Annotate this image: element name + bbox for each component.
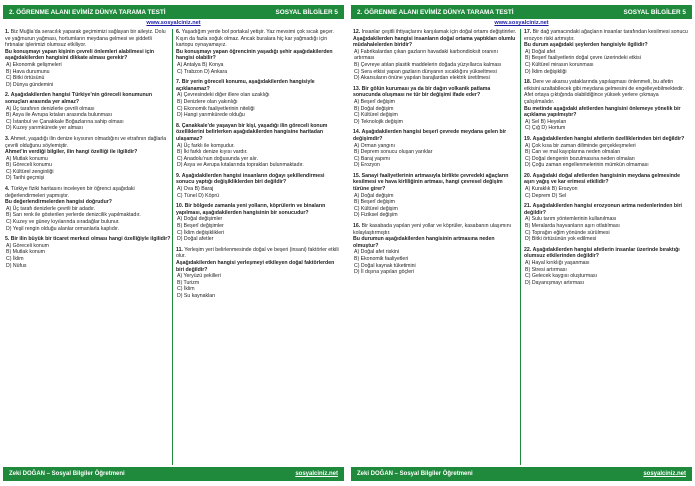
question-number: 11. [176, 246, 183, 253]
question-item [524, 247, 690, 287]
question-item [524, 173, 690, 199]
question-text: İnsanlar çeşitli ihtiyaçlarını karşılamak için doğal ortamı değiştirirler. [361, 29, 517, 35]
question-number: 7. [176, 79, 181, 86]
question-number: 8. [176, 122, 181, 129]
question-column-b [176, 29, 342, 465]
question-number: 6. [176, 29, 181, 35]
question-number: 16. [353, 223, 361, 230]
question-prompt: Aşağıdakilerden hangisi insanların doğal ortama yaptıkları olumlu müdahalelerden biridir? [353, 35, 516, 49]
answer-option[interactable]: A) Sel B) Heyelan [525, 118, 567, 125]
question-stem [524, 136, 690, 143]
question-prompt: Aşağıdakilerden hangisi yerleşmeyi etkileyen doğal faktörlerden biri değildir? [176, 260, 335, 273]
answer-option[interactable]: D) Bitki örtüsünün yok edilmesi [525, 236, 597, 243]
answer-option[interactable]: B) Stresi artırması [525, 266, 567, 273]
question-stem [524, 79, 690, 119]
answer-option[interactable]: B) İki farklı denize kıyısı vardır. [177, 149, 248, 156]
answer-option[interactable]: A) Sulu tarım yöntemlerinin kullanılması [525, 216, 617, 223]
answer-option[interactable]: B) Turizm [177, 279, 200, 286]
page-footer [351, 467, 692, 481]
answer-option[interactable]: B) Çevreye atılan plastik maddelerin doğada yüzyıllarca kalması [354, 61, 502, 68]
answer-option[interactable]: C) Kültürel mirasın korunması [525, 61, 594, 68]
column-divider [172, 29, 173, 465]
answer-option[interactable]: A) Ekonomik gelişmeleri [6, 61, 62, 68]
answer-option[interactable]: B) Ekonomik faaliyetleri [354, 256, 409, 262]
question-item [176, 173, 342, 199]
answer-option[interactable]: A) Ova B) Baraj [177, 186, 214, 193]
question-stem [176, 79, 342, 92]
question-prompt: Ahmet’in verdiği bilgiler, ilin hangi özelliği ile ilgilidir? [5, 149, 138, 156]
answer-option[interactable]: A) Orman yangını [354, 142, 395, 149]
footer-site-link[interactable]: sosyalciniz.net [295, 471, 338, 477]
question-stem [5, 29, 171, 62]
question-text: Bir kasabada yapılan yeni yollar ve köprüler, kasabanın ulaşımını kolaylaştırmıştır. [353, 223, 512, 236]
question-item [176, 203, 342, 243]
question-stem [524, 203, 690, 216]
question-text: Bir dağ yamacındaki ağaçların insanlar tarafından kesilmesi sonucu erozyon riski artmıştır. [524, 29, 688, 42]
answer-option[interactable]: B) Beşerî değişimler [177, 223, 224, 230]
footer-author: Zeki DOĞAN – Sosyal Bilgiler Öğretmeni [9, 471, 125, 477]
question-stem [5, 92, 171, 105]
question-prompt: Aşağıdakilerden hangisi beşerî çevrede meydana gelen bir değişimdir? [353, 129, 507, 142]
answer-option[interactable]: C) Kültürel değişim [354, 205, 398, 212]
answer-option[interactable]: B) Sarı renk ile gösterilen yerlerde denizcilik yapılmaktadır. [6, 212, 141, 219]
question-prompt: Bir bölgede zamanla yeni yolların, köprülerin ve binaların yapılması, aşağıdakilerden hangisinin bir sonucudur? [176, 203, 326, 216]
answer-option[interactable]: D) Nüfus [6, 262, 27, 269]
question-item [5, 92, 171, 132]
question-number: 5. [5, 236, 10, 243]
answer-option[interactable]: C) Trabzon D) Ankara [177, 68, 228, 75]
answer-option[interactable]: D) Erozyon [354, 162, 380, 169]
question-text: Biz Muğla’da seracılık yaparak geçimimizi sağlayan bir aileyiz. Dolu ve yağmurun yağması, hortumların meydana gelmesi ve şiddetli fırtınalar işlerimizi olumsuz etkiliyor. [5, 29, 166, 49]
answer-option[interactable]: A) Çok kısa bir zaman diliminde gerçekleşmeleri [525, 142, 636, 149]
question-prompt: Çanakkale’de yaşayan bir kişi, yaşadığı ilin göreceli konum özelliklerini belirlerken aşağıdakilerden hangisine haritadan ulaşamaz? [176, 122, 328, 142]
answer-option[interactable]: A) Çevresindeki diğer illere olan uzaklığı [177, 92, 270, 99]
question-stem [353, 29, 519, 49]
answer-option[interactable]: C) Baraj yapımı [354, 155, 391, 162]
answer-option[interactable]: C) Kültürel zenginliği [6, 168, 54, 175]
question-number: 12. [353, 29, 361, 35]
question-prompt: Aşağıdakilerden hangisi insanların doğayı şekillendirmesi sonucu yaptığı değişikliklerden biri değildir? [176, 172, 325, 186]
question-text: Ahmet, yaşadığı ilin denize kıyısının olmadığını ve etrafının dağlarla çevrili olduğunu söylemiştir. [5, 135, 167, 149]
question-item [5, 29, 171, 88]
question-number: 1. [5, 29, 10, 35]
answer-option[interactable]: C) İstanbul ve Çanakkale Boğazlarına sahip olması [6, 118, 124, 125]
header-subject: SOSYAL BİLGİLER 5 [623, 8, 686, 16]
question-stem [5, 186, 171, 206]
answer-option[interactable]: C) Doğal dengenin bozulmasına neden olmaları [525, 155, 635, 162]
answer-option[interactable]: B) Asya ile Avrupa kıtaları arasında bulunması [6, 112, 113, 119]
answer-option[interactable]: C) Anadolu’nun doğusunda yer alır. [177, 155, 259, 162]
answer-option[interactable]: D) Akarsuların önüne yapılan barajlardan elektrik üretilmesi [354, 75, 490, 82]
question-item [5, 186, 171, 232]
answer-option[interactable]: D) Dayanışmayı artırması [525, 279, 585, 286]
question-stem [176, 173, 342, 186]
answer-option[interactable]: C) İklim [6, 256, 24, 262]
question-item [524, 136, 690, 169]
question-item [524, 79, 690, 132]
page-header [3, 5, 344, 19]
question-number: 4. [5, 186, 10, 193]
answer-option[interactable]: D) Dünya gündemini [6, 81, 54, 88]
question-item [5, 136, 171, 182]
question-item [524, 203, 690, 243]
answer-option[interactable]: C) Toprağın eğim yönünde sürülmesi [525, 229, 610, 236]
answer-option[interactable]: A) Üç farklı ile komşudur. [177, 142, 235, 149]
question-stem [353, 129, 519, 142]
question-item [176, 123, 342, 169]
site-link[interactable]: www.sosyalciniz.net [146, 20, 201, 26]
question-number: 10. [176, 203, 184, 210]
answer-option[interactable]: A) Doğal afet [525, 48, 556, 55]
answer-option[interactable]: D) İklim değişikliği [525, 68, 567, 75]
answer-option[interactable]: C) Doğal kaynak tüketimini [354, 262, 416, 269]
question-item [353, 129, 519, 169]
answer-option[interactable]: D) Su kaynakları [177, 292, 216, 299]
question-item [5, 236, 171, 269]
answer-option[interactable]: C) İklim [177, 286, 195, 293]
answer-option[interactable]: C) Tünel D) Köprü [177, 192, 219, 199]
question-number: 17. [524, 29, 532, 35]
question-prompt: Bu konuşmayı yapan öğrencinin yaşadığı şehir aşağıdakilerden hangisi olabilir? [176, 48, 333, 62]
answer-option[interactable]: A) Antalya B) Konya [177, 61, 224, 68]
answer-option[interactable]: B) Doğal değişim [354, 105, 394, 112]
question-number: 18. [524, 79, 532, 86]
question-item [176, 247, 342, 300]
answer-option[interactable]: C) Ekonomik faaliyetlerinin niteliği [177, 105, 255, 112]
question-number: 3. [5, 135, 10, 142]
question-stem [524, 247, 690, 260]
question-prompt: Aşağıdakilerden hangisi afetlerin özelliklerinden biri değildir? [532, 135, 685, 142]
footer-author: Zeki DOĞAN – Sosyal Bilgiler Öğretmeni [357, 471, 473, 477]
question-text: Yerleşim yeri belirlenmesinde doğal ve beşeri (insani) faktörler etkili olur. [176, 246, 339, 260]
question-prompt: Bu konuşmayı yapan kişinin çevreli önlemleri alabilmesi için aşağıdakilerden hangisini dikkate alması gerekir? [5, 48, 155, 62]
question-number: 21. [524, 203, 532, 210]
answer-option[interactable]: C) Deprem D) Sel [525, 192, 567, 199]
header-subject: SOSYAL BİLGİLER 5 [275, 8, 338, 16]
answer-option[interactable]: A) Fabrikalardan çıkan gazların havadaki karbondioksit oranını artırması [354, 48, 498, 62]
answer-option[interactable]: D) Kuzey yarımkürede yer alması [6, 125, 83, 132]
question-item [353, 29, 519, 82]
answer-option[interactable]: A) Doğal değişimler [177, 216, 223, 223]
question-stem [176, 123, 342, 143]
answer-option[interactable]: A) Üç tarafının denizlerle çevrili olması [6, 105, 95, 112]
question-stem [176, 29, 342, 62]
answer-option[interactable]: C) Kültürel değişim [354, 112, 398, 119]
answer-option[interactable]: C) Çığ D) Hortum [525, 125, 566, 132]
question-prompt: Aşağıdakilerden hangisi afetlerin insanlar üzerinde bıraktığı olumsuz etkilerinden değildir? [524, 246, 680, 260]
question-prompt: Bir ilin büyük bir ticaret merkezi olması hangi özelliğiyle ilgilidir? [10, 236, 171, 243]
question-prompt: Bu değerlendirmelerden hangisi doğrudur? [5, 199, 112, 206]
question-stem [353, 173, 519, 193]
answer-option[interactable]: C) Gelecek kaygısı oluşturması [525, 273, 598, 280]
answer-option[interactable]: B) Denizlere olan yakınlığı [177, 98, 238, 105]
question-column-a [5, 29, 171, 465]
question-stem [5, 236, 171, 243]
question-prompt: Aşağıdakilerden hangisi erozyonun artma nedenlerinden biri değildir? [524, 203, 682, 216]
answer-option[interactable]: A) Göreceli konum [6, 242, 49, 249]
question-prompt: Aşağıdakilerden hangisi Türkiye’nin göreceli konumunun sonuçları arasında yer almaz? [5, 92, 153, 105]
answer-option[interactable]: D) İl dışına yapılan göçleri [354, 269, 414, 276]
answer-option[interactable]: A) Mutlak konumu [6, 155, 48, 162]
question-number: 15. [353, 172, 361, 179]
header-title: 2. ÖĞRENME ALANI EVİMİZ DÜNYA TARAMA TESTİ [357, 8, 514, 16]
answer-option[interactable]: A) Beşerî değişim [354, 98, 395, 105]
answer-option[interactable]: B) Hava durumunu [6, 68, 50, 75]
question-prompt: Bir yerin göreceli konumu, aşağıdakilerden hangisiyle açıklanamaz? [176, 79, 315, 92]
answer-option[interactable]: D) Hangi yarımkürede olduğu [177, 112, 245, 119]
question-text: Dere ve akarsu yataklarında yapılaşması önlenmeli, bu afetin etkisini azaltabilecek gibi meydana gelmesini de engelleyebilmektedir. Afet ortaya çıktığında olabildiğince yüksek yerlere çıkmaya çalışılmalıdır. [524, 79, 685, 105]
answer-option[interactable]: A) Doğal değişim [354, 192, 394, 199]
answer-option[interactable]: A) Hayal kırıklığı yaşanması [525, 260, 590, 266]
question-number: 22. [524, 246, 532, 253]
answer-option[interactable]: D) Yeşil rengin olduğu alanlar ormanlarla kaplıdır. [6, 225, 120, 232]
answer-option[interactable]: B) Göreceli konumu [6, 162, 52, 169]
answer-option[interactable]: B) Can ve mal kayıplarına neden olmaları [525, 149, 621, 156]
question-number: 9. [176, 172, 181, 179]
header-title: 2. ÖĞRENME ALANI EVİMİZ DÜNYA TARAMA TESTİ [9, 8, 166, 16]
answer-option[interactable]: A) Doğal afet riskini [354, 249, 399, 256]
question-item [176, 79, 342, 119]
question-stem [353, 223, 519, 249]
answer-option[interactable]: D) Teknolojik değişim [354, 118, 403, 125]
question-number: 19. [524, 135, 532, 142]
answer-option[interactable]: A) Kuraklık B) Erozyon [525, 186, 578, 193]
answer-option[interactable]: A) Yeryüzü şekilleri [177, 273, 221, 280]
question-number: 2. [5, 92, 10, 99]
question-prompt: Bu durum aşağıdaki şeylerden hangisiyle ilgilidir? [524, 42, 648, 49]
answer-option[interactable]: A) Üç tarafı denizlerle çevrili bir adadır. [6, 205, 96, 212]
question-stem [176, 247, 342, 273]
question-prompt: Bu metinde aşağıdaki afetlerden hangisini önlemeye yönelik bir açıklama yapılmıştır? [524, 105, 681, 119]
answer-option[interactable]: D) Asya ve Avrupa kıtalarında toprakları bulunmaktadır. [177, 162, 304, 169]
answer-option[interactable]: C) Bitki örtüsünü [6, 75, 45, 82]
answer-option[interactable]: B) Beşerî değişim [354, 199, 395, 206]
question-prompt: Bir gölün kuruması ya da bir dağın volkanik patlama sonucunda oluşması ne tür bir değişimi ifade eder? [353, 85, 491, 99]
answer-option[interactable]: B) Meralarda hayvanların aşırı otlatılması [525, 223, 620, 230]
question-number: 20. [524, 172, 532, 179]
question-item [524, 29, 690, 75]
question-item [353, 173, 519, 219]
question-text: Yaşadığım yerde bol portakal yetişir. Yaz mevsimi çok sıcak geçer. Kışın da fazla soğuk olmaz. Ancak buralara hiç kar yağmadığı için kartopu oynayamayız. [176, 29, 334, 49]
question-stem [353, 86, 519, 99]
question-prompt: Bu durumun aşağıdakilerden hangisinin artmasına neden olmuştur? [353, 236, 495, 249]
question-stem [524, 29, 690, 49]
question-column-a [353, 29, 519, 465]
column-divider [520, 29, 521, 465]
answer-option[interactable]: B) Beşerî faaliyetlerin doğal çevre üzerindeki etkisi [525, 55, 641, 62]
page-header [351, 5, 692, 19]
question-text: Türkiye fiziki haritasını inceleyen bir öğrenci aşağıdaki değerlendirmeleri yapmıştır. [5, 186, 135, 199]
question-item [176, 29, 342, 75]
question-number: 13. [353, 85, 361, 92]
question-item [353, 223, 519, 276]
question-prompt: Aşağıdaki doğal afetlerden hangisinin meydana gelmesinde aşırı yağış ve kar erimesi etkilidir? [524, 172, 680, 186]
question-stem [5, 136, 171, 156]
test-page-right [351, 5, 692, 481]
answer-option[interactable]: D) Doğal afetler [177, 236, 214, 243]
answer-option[interactable]: B) Mutlak konum [6, 249, 45, 256]
question-stem [524, 173, 690, 186]
question-prompt: Sanayi faaliyetlerinin artmasıyla birlikte çevredeki ağaçların kesilmesi ve hava kirliliğinin artması, hangi çevresel değişim türüne girer? [353, 172, 509, 193]
question-item [353, 86, 519, 126]
question-column-b [524, 29, 690, 465]
answer-option[interactable]: C) Sera etkisi yapan gazların dünyanın sıcaklığını yükseltmesi [354, 68, 497, 75]
answer-option[interactable]: C) Kuzey ve güney kıyılarında sıradağlar bulunur. [6, 219, 120, 226]
answer-option[interactable]: D) Fiziksel değişim [354, 212, 398, 219]
question-number: 14. [353, 129, 361, 136]
site-link[interactable]: www.sosyalciniz.net [494, 20, 549, 26]
answer-option[interactable]: D) Çoğu zaman engellenmelerinin mümkün olmaması [525, 162, 649, 169]
footer-site-link[interactable]: sosyalciniz.net [643, 471, 686, 477]
test-page-left [3, 5, 344, 481]
answer-option[interactable]: C) İklim değişiklikleri [177, 229, 224, 236]
page-footer [3, 467, 344, 481]
question-stem [176, 203, 342, 216]
answer-option[interactable]: D) Tarihi geçmişi [6, 175, 45, 182]
answer-option[interactable]: B) Deprem sonucu oluşan yarıklar [354, 149, 433, 156]
